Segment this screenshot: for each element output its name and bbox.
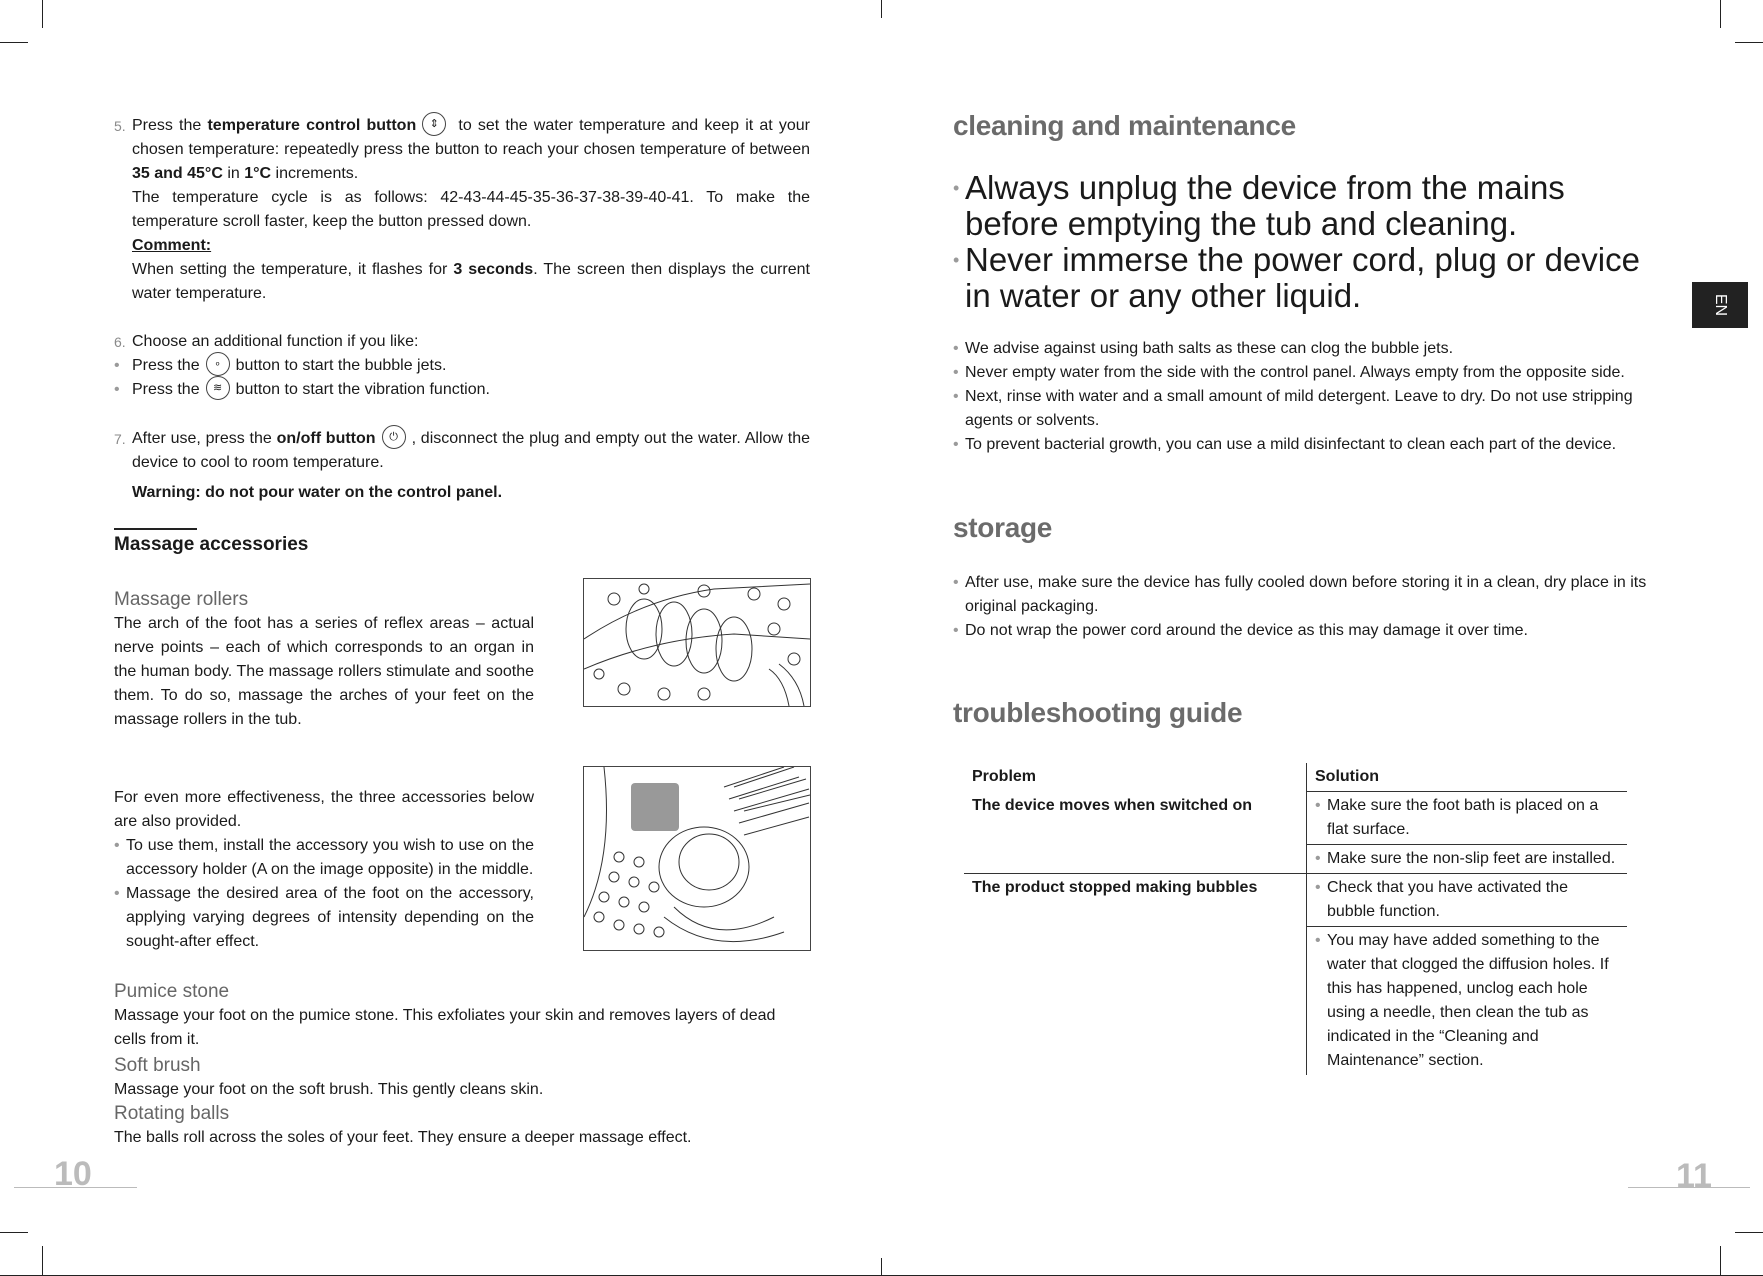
solution-item: • Make sure the foot bath is placed on a flat surface.	[1315, 794, 1619, 842]
comment-duration: 3 seconds	[453, 261, 534, 279]
rollers-text: The arch of the foot has a series of reflex areas – actual nerve points – each of which corresponds to an organ in the human body. The massage rollers stimulate and soothe them. To do so, massage the arches of your feet on the massage rollers in the tub.	[114, 615, 534, 728]
accessories-intro	[114, 786, 534, 954]
pumice-title: Pumice stone	[114, 981, 230, 1002]
step-7	[114, 427, 810, 505]
big-warning	[953, 242, 1653, 314]
step-number: 5.	[114, 118, 126, 134]
balls-text: The balls roll across the soles of your feet. They ensure a deeper massage effect.	[114, 1129, 692, 1146]
comment-c: . The screen then displays the current water temperature.	[132, 261, 811, 303]
solution-item: • You may have added something to the water that clogged the diffusion holes. If this has happened, unclog each hole using a needle, then clean the tub as indicated in the “Cleaning and Maintenance” section.	[1315, 929, 1619, 1073]
troubleshooting-table	[964, 763, 1627, 1075]
pumice-text: Massage your foot on the pumice stone. This exfoliates your skin and removes layers of dead cells from it.	[114, 1007, 776, 1048]
crop-mark	[881, 0, 882, 18]
step-6-bullet	[114, 378, 810, 402]
big-warning-text: Never immerse the power cord, plug or device in water or any other liquid.	[965, 241, 1640, 314]
cleaning-title: cleaning and maintenance	[953, 110, 1296, 141]
power-icon: ⏻	[382, 425, 406, 449]
solution-item: • Check that you have activated the bubble function.	[1315, 876, 1619, 924]
bullet-dot: •	[953, 178, 960, 198]
cleaning-bullet: • Never empty water from the side with the control panel. Always empty from the opposite side.	[953, 361, 1653, 385]
troubleshooting-table-grid	[964, 763, 1627, 1075]
accessory-holder-marker	[631, 783, 679, 831]
page-number-right: 11	[1676, 1157, 1712, 1195]
step-5-increments: increments.	[271, 165, 359, 183]
comment-text	[132, 258, 810, 306]
step-6-bullet	[114, 354, 810, 378]
brush-text: Massage your foot on the soft brush. This gently cleans skin.	[114, 1081, 544, 1098]
solution-cell	[1307, 845, 1628, 874]
storage-title: storage	[953, 512, 1053, 543]
solution-cell	[1307, 927, 1628, 1076]
massage-rollers-illustration	[583, 578, 811, 707]
bullet-dot: •	[114, 381, 120, 399]
crop-mark	[0, 1232, 28, 1233]
storage-bullets	[953, 571, 1653, 643]
solution-list	[1315, 794, 1619, 842]
accessories-title: Massage accessories	[114, 534, 309, 555]
step-5-text-2: to set the water temperature and keep it at your chosen temperature: repeatedly press the button to reach your chosen temperature of between	[132, 117, 810, 159]
bullet-post: button to start the bubble jets.	[235, 357, 447, 375]
step-number: 7.	[114, 430, 126, 447]
accessory-bullet: • Massage the desired area of the foot on the accessory, applying varying degrees of intensity depending on the sought-after effect.	[114, 882, 534, 954]
brush-title: Soft brush	[114, 1055, 201, 1076]
vibration-icon: ≋	[206, 376, 230, 400]
cleaning-bullet: • Next, rinse with water and a small amount of mild detergent. Leave to dry. Do not use stripping agents or solvents.	[953, 385, 1653, 433]
language-tab-label: EN	[1711, 293, 1729, 317]
step-7-text: After use, press the	[132, 429, 277, 447]
big-warning	[953, 170, 1653, 242]
crop-mark	[42, 1246, 43, 1276]
temperature-control-icon: ⇕	[422, 112, 446, 136]
warning-text: Warning: do not pour water on the control panel.	[132, 483, 503, 501]
page-number-left: 10	[54, 1155, 92, 1193]
temperature-cycle-text: The temperature cycle is as follows: 42-43-44-45-35-36-37-38-39-40-41. To make the temperature scroll faster, keep the button pressed down.	[132, 189, 810, 231]
step-5-text: Press the	[132, 117, 208, 135]
solution-cell	[1307, 874, 1628, 927]
bullet-dot: •	[953, 250, 960, 270]
accessory-holder-illustration	[583, 766, 811, 951]
step-5-in: in	[222, 165, 245, 183]
bullet-post: button to start the vibration function.	[235, 381, 490, 399]
crop-mark	[881, 1258, 882, 1276]
left-page	[114, 114, 810, 505]
storage-bullet: • Do not wrap the power cord around the device as this may damage it over time.	[953, 619, 1653, 643]
problem-cell: The device moves when switched on	[964, 792, 1307, 874]
bullet-pre: Press the	[132, 381, 200, 399]
storage-bullet: • After use, make sure the device has fully cooled down before storing it in a clean, dry place in its original packaging.	[953, 571, 1653, 619]
cleaning-bullet: • We advise against using bath salts as these can clog the bubble jets.	[953, 337, 1653, 361]
step-number: 6.	[114, 334, 126, 351]
accessory-bullet: • To use them, install the accessory you wish to use on the accessory holder (A on the image opposite) in the middle.	[114, 834, 534, 882]
rollers-title: Massage rollers	[114, 589, 249, 610]
step-5	[114, 114, 810, 306]
big-warnings	[953, 170, 1653, 314]
solution-cell	[1307, 792, 1628, 845]
bullet-pre: Press the	[132, 357, 200, 375]
solution-list	[1315, 847, 1619, 871]
col-header-solution: Solution	[1307, 763, 1628, 792]
troubleshooting-title: troubleshooting guide	[953, 697, 1243, 728]
comment-a: When setting the temperature, it flashes for	[132, 261, 454, 279]
solution-item: • Make sure the non-slip feet are installed.	[1315, 847, 1619, 871]
balls-title: Rotating balls	[114, 1103, 230, 1124]
accessory-bullets	[114, 834, 534, 954]
temperature-increment: 1°C	[244, 165, 272, 183]
bubble-icon: ∘	[206, 352, 230, 376]
crop-mark	[1735, 42, 1763, 43]
solution-list	[1315, 929, 1619, 1073]
crop-mark	[1720, 0, 1721, 28]
step-6-intro: Choose an additional function if you like:	[132, 333, 419, 351]
big-warning-text: Always unplug the device from the mains before emptying the tub and cleaning.	[965, 169, 1565, 242]
comment-label: Comment:	[132, 237, 212, 255]
crop-mark	[1735, 1232, 1763, 1233]
step-5-bold: temperature control button	[207, 117, 417, 135]
cleaning-bullets	[953, 337, 1653, 457]
step-7-bold: on/off button	[276, 429, 376, 447]
problem-cell: The product stopped making bubbles	[972, 879, 1258, 896]
bullet-dot: •	[114, 357, 120, 375]
crop-mark	[1720, 1246, 1721, 1276]
language-tab	[1692, 282, 1748, 328]
cleaning-bullet: • To prevent bacterial growth, you can use a mild disinfectant to clean each part of the device.	[953, 433, 1653, 457]
crop-mark	[42, 0, 43, 28]
section-rule	[114, 528, 197, 530]
accessory-descriptions	[114, 980, 810, 1150]
massage-rollers	[114, 588, 534, 732]
col-header-problem: Problem	[972, 768, 1037, 785]
temperature-range: 35 and 45°C	[132, 165, 223, 183]
solution-list	[1315, 876, 1619, 924]
step-6	[114, 330, 810, 354]
more-intro: For even more effectiveness, the three accessories below are also provided.	[114, 789, 534, 830]
step-7-text-2: , disconnect the plug and empty out the water. Allow the device to cool to room temperature.	[132, 429, 810, 471]
crop-mark	[0, 42, 28, 43]
